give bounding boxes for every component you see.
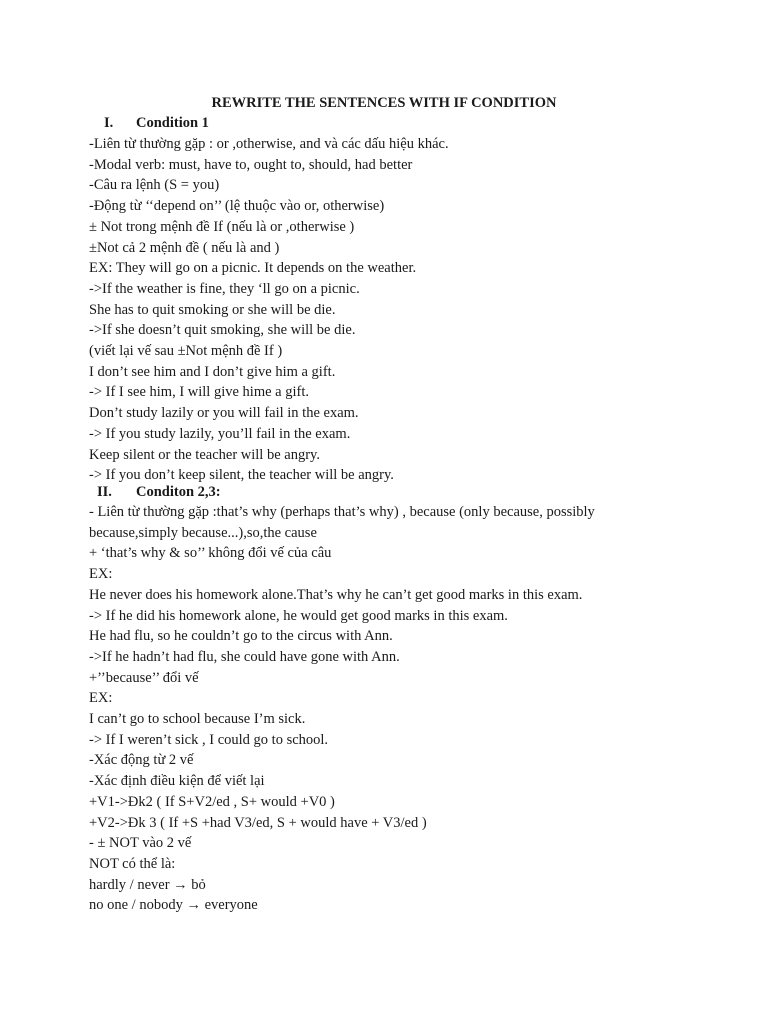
- text-line: +V2->Đk 3 ( If +S +had V3/ed, S + would have + V3/ed ): [89, 814, 427, 831]
- section-1-body: [0, 134, 768, 486]
- text-line: hardly / never → bỏ: [89, 876, 206, 893]
- text-line: I can’t go to school because I’m sick.: [89, 711, 306, 728]
- section-heading-condition-2-3: [0, 482, 700, 502]
- section-2-body: [0, 502, 768, 916]
- text-line: ->If she doesn’t quit smoking, she will be die.: [89, 322, 356, 339]
- text-line: He never does his homework alone.That’s why he can’t get good marks in this exam.: [89, 586, 583, 603]
- text-line: -Modal verb: must, have to, ought to, should, had better: [89, 156, 413, 173]
- text-line: -Xác định điều kiện để viết lại: [89, 773, 265, 790]
- text-line: EX:: [89, 566, 113, 583]
- text-line: -Động từ ‘‘depend on’’ (lệ thuộc vào or, otherwise): [89, 198, 385, 215]
- text-line: (viết lại vế sau ±Not mệnh đề If ): [89, 343, 283, 360]
- text-line: no one / nobody → everyone: [89, 897, 258, 914]
- text-line: NOT có thể là:: [89, 855, 176, 872]
- text-line: He had flu, so he couldn’t go to the circus with Ann.: [89, 628, 393, 645]
- section-number: I.: [104, 115, 114, 131]
- text-line: -> If I see him, I will give hime a gift.: [89, 384, 309, 401]
- text-line: - ± NOT vào 2 vế: [89, 835, 192, 852]
- text-line: Don’t study lazily or you will fail in the exam.: [89, 405, 359, 422]
- text-line: -> If you study lazily, you’ll fail in the exam.: [89, 425, 351, 442]
- text-line: + ‘that’s why & so’’ không đổi vế của câu: [89, 545, 332, 562]
- text-line: -Câu ra lệnh (S = you): [89, 177, 220, 194]
- text-line: I don’t see him and I don’t give him a gift.: [89, 363, 336, 380]
- text-line: EX: They will go on a picnic. It depends on the weather.: [89, 260, 417, 277]
- section-2-intro: - Liên từ thường gặp :that’s why (perhaps that’s why) , because (only because, possibly because,simply because...),so,the cause: [89, 504, 595, 541]
- section-number: II.: [97, 484, 112, 500]
- text-line: Keep silent or the teacher will be angry.: [89, 446, 320, 463]
- document-title: [0, 93, 768, 113]
- text-line: EX:: [89, 690, 113, 707]
- text-line: -Xác động từ 2 vế: [89, 752, 194, 769]
- text-line: -> If I weren’t sick , I could go to school.: [89, 731, 329, 748]
- text-line: ±Not cả 2 mệnh đề ( nếu là and ): [89, 239, 280, 256]
- section-heading-label: Conditon 2,3:: [136, 484, 221, 500]
- text-line: She has to quit smoking or she will be die.: [89, 301, 336, 318]
- text-line: -Liên từ thường gặp : or ,otherwise, and và các dấu hiệu khác.: [89, 136, 449, 152]
- text-line: ->If he hadn’t had flu, she could have gone with Ann.: [89, 648, 400, 665]
- text-line: -> If you don’t keep silent, the teacher will be angry.: [89, 467, 394, 484]
- text-line: ± Not trong mệnh đề If (nếu là or ,otherwise ): [89, 218, 355, 235]
- text-line: +’’because’’ đổi vế: [89, 669, 199, 686]
- text-line: ->If the weather is fine, they ‘ll go on a picnic.: [89, 280, 360, 297]
- document-title-text: REWRITE THE SENTENCES WITH IF CONDITION: [211, 95, 557, 111]
- section-heading-label: Condition 1: [136, 115, 209, 131]
- text-line: -> If he did his homework alone, he would get good marks in this exam.: [89, 607, 508, 624]
- section-heading-condition-1: [0, 113, 700, 133]
- text-line: +V1->Đk2 ( If S+V2/ed , S+ would +V0 ): [89, 793, 335, 810]
